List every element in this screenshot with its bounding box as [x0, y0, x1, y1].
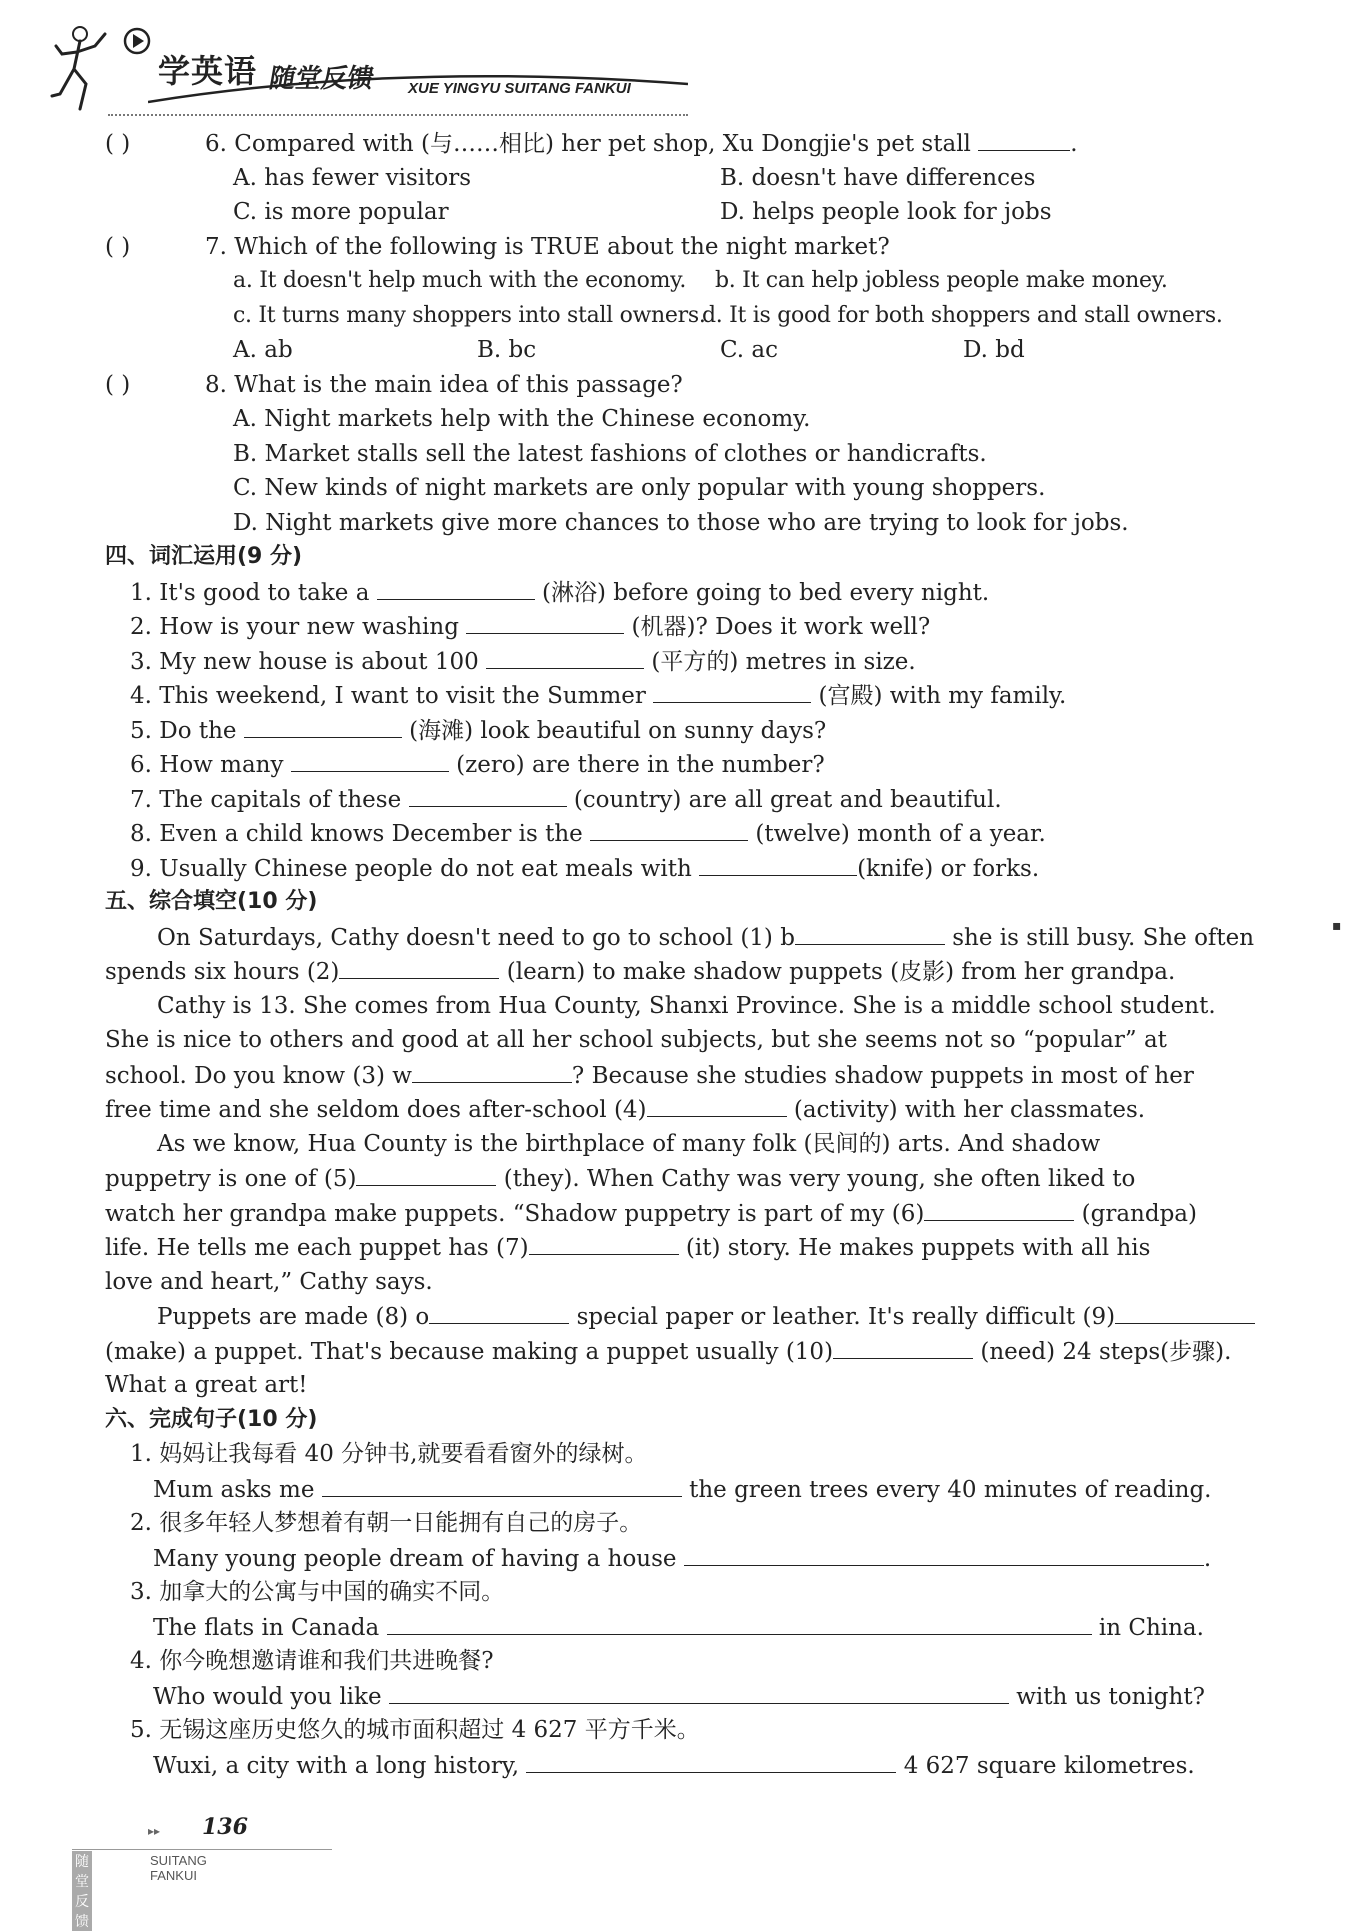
- vocab-text: 4. This weekend, I want to visit the Summer: [130, 683, 646, 709]
- answer-blank[interactable]: [590, 816, 748, 841]
- blank-label: (6): [891, 1200, 925, 1227]
- vocab-item: [105, 851, 1225, 886]
- sentence-text: 4 627 square kilometres.: [903, 1752, 1195, 1779]
- page-content: [105, 126, 1255, 1782]
- vocab-item: [105, 713, 1225, 748]
- vocab-item: [105, 782, 1225, 817]
- options-row: [105, 195, 1225, 230]
- cloze-line: [105, 1230, 1225, 1265]
- vocab-item: [105, 747, 1225, 782]
- question-stem-tail: .: [1070, 131, 1078, 157]
- option-a: A. has fewer visitors: [233, 164, 471, 191]
- sentence-cn: 5. 无锡这座历史悠久的城市面积超过 4 627 平方千米。: [130, 1717, 700, 1743]
- vocab-item: [105, 609, 1225, 644]
- header-dotted-rule: [108, 114, 688, 116]
- blank-label: (8) o: [375, 1304, 430, 1330]
- vocab-text: 5. Do the: [130, 717, 237, 744]
- option-b: B. doesn't have differences: [720, 164, 1036, 191]
- cloze-line: [105, 1334, 1232, 1369]
- sentence-cn: 4. 你今晚想邀请谁和我们共进晚餐?: [130, 1648, 494, 1674]
- statement-a: a. It doesn't help much with the economy.: [233, 268, 687, 293]
- cloze-text: life. He tells me each puppet has: [105, 1235, 489, 1261]
- answer-blank[interactable]: [833, 1334, 973, 1359]
- sentence-en: [105, 1472, 1225, 1507]
- sentence-text: Many young people dream of having a house: [153, 1545, 677, 1572]
- option-b: B. bc: [477, 337, 537, 363]
- blank-label: (1) b: [740, 924, 795, 951]
- cloze-text: school. Do you know: [105, 1062, 346, 1089]
- play-icon: [122, 26, 152, 56]
- cloze-line: She is nice to others and good at all her school subjects, but she seems not so “popular” at: [105, 1027, 1167, 1053]
- option-d: D. bd: [963, 337, 1025, 363]
- cloze-text: special paper or leather. It's really difficult: [576, 1304, 1076, 1330]
- answer-blank[interactable]: [356, 1161, 496, 1186]
- option-c: C. ac: [720, 337, 778, 363]
- vocab-text: (country) are all great and beautiful.: [573, 786, 1002, 813]
- vocab-text: (knife) or forks.: [857, 855, 1040, 882]
- answer-paren[interactable]: ( ): [105, 371, 131, 398]
- answer-blank[interactable]: [978, 126, 1070, 151]
- option-b: B. Market stalls sell the latest fashions of clothes or handicrafts.: [233, 440, 987, 467]
- cloze-line: love and heart,” Cathy says.: [105, 1268, 433, 1295]
- cloze-text: (they). When Cathy was very young, she often liked to: [503, 1166, 1136, 1192]
- cloze-line: [105, 1058, 1225, 1093]
- cloze-text: On Saturdays, Cathy doesn't need to go to school: [157, 924, 733, 951]
- cloze-text: free time and she seldom does after-school: [105, 1097, 607, 1123]
- cloze-line: [105, 1299, 1225, 1334]
- vocab-text: (机器)? Does it work well?: [631, 614, 931, 640]
- sentence-cn: 3. 加拿大的公寓与中国的确实不同。: [130, 1579, 505, 1605]
- cloze-text: (make) a puppet. That's because making a puppet usually: [105, 1338, 779, 1365]
- question-number: 6.: [205, 131, 227, 157]
- answer-blank[interactable]: [409, 782, 567, 807]
- options-row: [105, 333, 1225, 368]
- vocab-text: 9. Usually Chinese people do not eat meals with: [130, 855, 692, 882]
- option-c: C. New kinds of night markets are only popular with young shoppers.: [233, 475, 1046, 501]
- cloze-line: [105, 920, 1255, 955]
- vocab-text: (海滩) look beautiful on sunny days?: [409, 717, 827, 744]
- margin-speck: ▪: [1332, 918, 1342, 934]
- answer-blank[interactable]: [1115, 1299, 1255, 1324]
- vocab-item: [105, 575, 1225, 610]
- header-title-cn2: 随堂反馈: [266, 64, 377, 94]
- sentence-en: [105, 1541, 1225, 1576]
- cloze-line: What a great art!: [105, 1372, 308, 1398]
- blank-label: (9): [1082, 1304, 1116, 1330]
- question-stem: Which of the following is TRUE about the night market?: [234, 233, 890, 260]
- answer-blank[interactable]: [486, 644, 644, 669]
- cloze-line: [105, 954, 1225, 989]
- answer-blank[interactable]: [684, 1541, 1204, 1566]
- statements-row: [105, 299, 1225, 334]
- vocab-item: [105, 678, 1225, 713]
- vocab-text: (平方的) metres in size.: [651, 648, 916, 675]
- cloze-text: (it) story. He makes puppets with all his: [685, 1235, 1151, 1261]
- statement-d: d. It is good for both shoppers and stall owners.: [702, 302, 1223, 328]
- answer-blank[interactable]: [647, 1092, 787, 1117]
- vocab-item: [105, 816, 1225, 851]
- statement-c: c. It turns many shoppers into stall owners.: [233, 302, 706, 328]
- page-header: [48, 18, 648, 118]
- header-title-cn: 学英语: [158, 52, 258, 90]
- footer-tag-en: SUITANG FANKUI: [150, 1853, 207, 1883]
- sentence-en: [105, 1748, 1225, 1783]
- answer-blank[interactable]: [795, 920, 945, 945]
- sentence-text: with us tonight?: [1016, 1683, 1205, 1710]
- vocab-text: (淋浴) before going to bed every night.: [542, 579, 990, 606]
- option-c: C. is more popular: [233, 199, 449, 225]
- question-number: 8.: [205, 371, 227, 398]
- vocab-text: (zero) are there in the number?: [456, 752, 825, 778]
- section-title: 六、完成句子(10 分): [105, 1406, 318, 1432]
- answer-blank[interactable]: [322, 1472, 682, 1497]
- answer-blank[interactable]: [389, 1679, 1009, 1704]
- cloze-line: [105, 1161, 1225, 1196]
- answer-blank[interactable]: [466, 609, 624, 634]
- vocab-text: 8. Even a child knows December is the: [130, 821, 583, 847]
- cloze-text: Puppets are made: [157, 1304, 369, 1330]
- sentence-cn: 1. 妈妈让我每看 40 分钟书,就要看看窗外的绿树。: [130, 1441, 648, 1467]
- answer-blank[interactable]: [387, 1610, 1092, 1635]
- cloze-text: (learn) to make shadow puppets (皮影) from her grandpa.: [506, 959, 1176, 985]
- answer-blank[interactable]: [377, 575, 535, 600]
- footer-rule: [72, 1849, 332, 1850]
- sentence-text: .: [1203, 1545, 1212, 1572]
- vocab-text: (宫殿) with my family.: [818, 683, 1067, 709]
- vocab-item: [105, 644, 1225, 679]
- answer-blank[interactable]: [653, 678, 811, 703]
- option-a: A. Night markets help with the Chinese economy.: [233, 406, 811, 432]
- vocab-text: 7. The capitals of these: [130, 786, 402, 813]
- sentence-en: [105, 1679, 1225, 1714]
- arrows-icon: ▸▸: [148, 1824, 161, 1838]
- cloze-text: watch her grandpa make puppets. “Shadow puppetry is part of my: [105, 1200, 885, 1227]
- answer-blank[interactable]: [429, 1299, 569, 1324]
- cloze-line: As we know, Hua County is the birthplace of many folk (民间的) arts. And shadow: [157, 1130, 1101, 1157]
- answer-blank[interactable]: [529, 1230, 679, 1255]
- answer-blank[interactable]: [291, 747, 449, 772]
- answer-blank[interactable]: [699, 851, 857, 876]
- statements-row: [105, 264, 1225, 299]
- cloze-text: (need) 24 steps(步骤).: [980, 1338, 1232, 1365]
- question-number: 7.: [205, 233, 227, 260]
- sentence-text: Wuxi, a city with a long history,: [153, 1752, 520, 1779]
- blank-label: (4): [613, 1097, 647, 1123]
- option-d: D. Night markets give more chances to those who are trying to look for jobs.: [233, 509, 1129, 536]
- cloze-line: [105, 1196, 1225, 1231]
- sentence-text: in China.: [1098, 1614, 1204, 1641]
- blank-label: (5): [323, 1166, 357, 1192]
- answer-paren[interactable]: ( ): [105, 131, 131, 157]
- sentence-en: [105, 1610, 1225, 1645]
- blank-label: (3) w: [352, 1062, 412, 1089]
- cloze-text: she is still busy. She often: [952, 924, 1255, 951]
- question-8: [105, 368, 1225, 403]
- vocab-text: 1. It's good to take a: [130, 579, 370, 606]
- question-stem: What is the main idea of this passage?: [234, 371, 683, 398]
- question-7: [105, 230, 1225, 265]
- section-title: 四、词汇运用(9 分): [105, 544, 303, 569]
- answer-blank[interactable]: [412, 1058, 572, 1083]
- vocab-text: 3. My new house is about 100: [130, 648, 479, 675]
- sentence-text: the green trees every 40 minutes of reading.: [689, 1476, 1212, 1503]
- cloze-line: [105, 1092, 1225, 1127]
- blank-label: (2): [306, 959, 340, 985]
- cloze-text: ? Because she studies shadow puppets in most of her: [571, 1062, 1194, 1089]
- page-number: 136: [202, 1814, 248, 1840]
- blank-label: (7): [495, 1235, 529, 1261]
- answer-blank[interactable]: [526, 1748, 896, 1773]
- blank-label: (10): [785, 1338, 834, 1365]
- cloze-line: Cathy is 13. She comes from Hua County, Shanxi Province. She is a middle school student.: [157, 992, 1216, 1019]
- runner-icon: [50, 24, 110, 114]
- answer-blank[interactable]: [924, 1196, 1074, 1221]
- sentence-cn: 2. 很多年轻人梦想着有朝一日能拥有自己的房子。: [130, 1510, 643, 1536]
- cloze-text: (grandpa): [1081, 1200, 1197, 1227]
- cloze-text: (activity) with her classmates.: [793, 1097, 1146, 1123]
- sentence-text: The flats in Canada: [153, 1614, 380, 1641]
- section-title: 五、综合填空(10 分): [105, 889, 318, 914]
- sentence-text: Who would you like: [153, 1683, 382, 1710]
- question-6: [105, 126, 1225, 161]
- footer-tag-cn: 随堂反馈: [72, 1851, 92, 1931]
- question-stem: Compared with (与……相比) her pet shop, Xu Dongjie's pet stall: [234, 131, 971, 157]
- header-title-en: XUE YINGYU SUITANG FANKUI: [408, 80, 631, 97]
- cloze-text: puppetry is one of: [105, 1166, 317, 1192]
- vocab-text: 2. How is your new washing: [130, 614, 459, 640]
- statement-b: b. It can help jobless people make money.: [715, 268, 1168, 293]
- vocab-text: 6. How many: [130, 752, 284, 778]
- answer-blank[interactable]: [339, 954, 499, 979]
- options-row: [105, 161, 1225, 196]
- sentence-text: Mum asks me: [153, 1476, 315, 1503]
- option-d: D. helps people look for jobs: [720, 199, 1052, 225]
- answer-blank[interactable]: [244, 713, 402, 738]
- answer-paren[interactable]: ( ): [105, 233, 131, 260]
- cloze-text: spends six hours: [105, 959, 300, 985]
- vocab-text: (twelve) month of a year.: [755, 821, 1046, 847]
- option-a: A. ab: [233, 337, 293, 363]
